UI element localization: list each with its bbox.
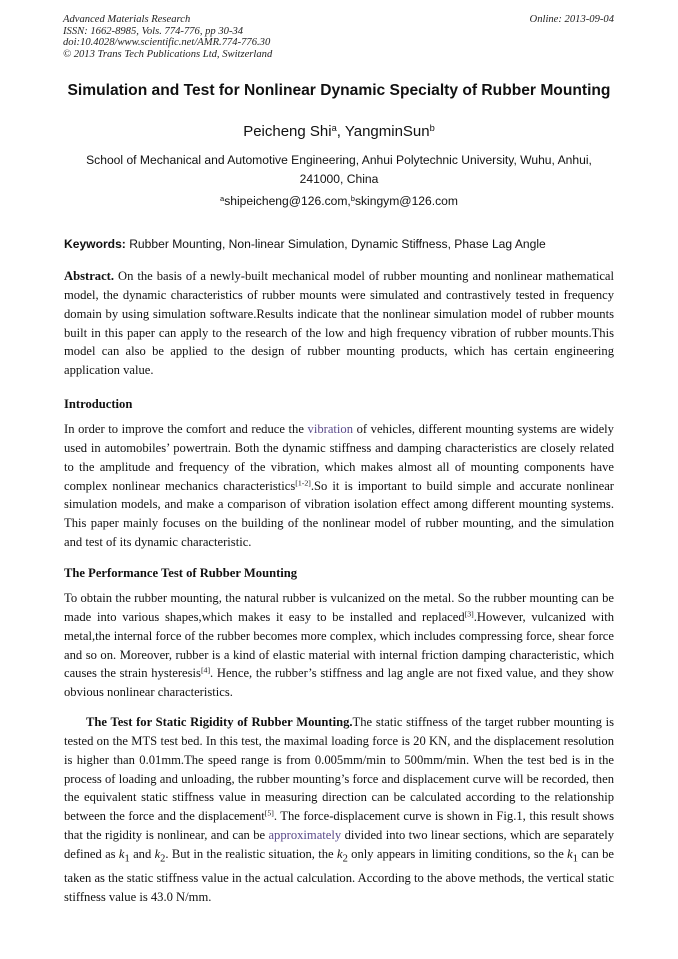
affiliation: School of Mechanical and Automotive Engineering, Anhui Polytechnic University, Wuhu, Anhui, 241000, China <box>86 153 592 186</box>
author-name: YangminSun <box>344 123 430 140</box>
symbol-subscript: 2 <box>160 853 166 865</box>
paper-title: Simulation and Test for Nonlinear Dynamic Specialty of Rubber Mounting <box>67 82 611 99</box>
journal-header <box>63 14 272 60</box>
author-affil-mark: b <box>429 122 435 133</box>
performance-heading: The Performance Test of Rubber Mounting <box>64 566 298 580</box>
email-mark: b <box>350 193 355 203</box>
body-text: and <box>129 846 155 861</box>
symbol-subscript: 1 <box>572 853 578 865</box>
keywords <box>64 236 616 252</box>
citation-ref[interactable]: [1-2] <box>295 478 311 488</box>
vibration-link[interactable]: vibration <box>307 422 353 436</box>
author-separator: , <box>336 123 345 140</box>
author-affil-mark: a <box>331 122 337 133</box>
abstract-text: On the basis of a newly-built mechanical model of rubber mounting and nonlinear mathematical model, the dynamic characteristics of rubber mounts were simulated and contrastively tested in frequency domain by using simulation software.Results indicate that the nonlinear simulation model of rubber mounts built in this paper can apply to the research of the low and high frequency vibration of rubber mounts.This model can also be applied to the design of rubber mounting products, which has certain engineering application value. <box>64 269 614 378</box>
performance-paragraph <box>64 589 614 702</box>
symbol-subscript: 2 <box>342 853 348 865</box>
introduction-heading: Introduction <box>64 397 133 411</box>
email-mark: a <box>220 193 225 203</box>
body-text: The static stiffness of the target rubber mounting is tested on the MTS test bed. In this test, the maximal loading force is 20 KN, and the displacement resolution is higher than 0.01mm.The speed range is from 0.005mm/min to 500mm/min. When the test bed is in the process of loading and unloading, the rubber mounting’s force and displacement curve will be recorded, then the equivalent static stiffness value in measuring direction can be calculated according to the relationship between the force and the displacement <box>64 715 614 824</box>
email-line <box>63 193 615 209</box>
body-text: .However, vulcanized with metal,the internal force of the rubber becomes more complex, which includes compressing force, shear force and so on. Moreover, rubber is a kind of elastic material with internal friction damping characteristic, which causes the strain hysteresis <box>64 609 614 681</box>
abstract <box>64 267 614 380</box>
body-text: can be taken as the static stiffness value in the actual calculation. According to the above methods, the vertical static stiffness value is 43.0 N/mm. <box>64 846 614 905</box>
body-text: .So it is important to build simple and accurate nonlinear simulation models, and make a comparison of vibration isolation effect among different mounting systems. This paper mainly focuses on the building of the nonlinear model of rubber mounting, and the simulation and test of its dynamic characteristic. <box>64 478 614 550</box>
body-text: In order to improve the comfort and reduce the <box>64 422 308 436</box>
journal-name: Advanced Materials Research <box>63 14 191 25</box>
body-text: of vehicles, different mounting systems are widely used in automobiles’ powertrain. Both the dynamic stiffness and damping characteristics are closely related to the amplitude and frequency of the vibration, which makes almost all of mounting components have complex nonlinear mechanics characteristics <box>64 422 614 493</box>
body-text: . Hence, the rubber’s stiffness and lag angle are not fixed value, and they show obvious nonlinear characteristics. <box>64 666 614 700</box>
keywords-label: Keywords: <box>64 237 126 251</box>
body-text: . But in the realistic situation, the <box>165 846 337 861</box>
online-date: Online: 2013-09-04 <box>529 14 614 25</box>
body-text: divided into two linear sections, which are separately defined as <box>64 828 614 861</box>
citation-ref[interactable]: [3] <box>464 609 474 619</box>
citation-ref[interactable]: [4] <box>200 666 211 676</box>
author-email[interactable]: shipeicheng@126.com, <box>224 194 351 208</box>
author-name: Peicheng Shi <box>243 123 332 140</box>
symbol-k: k <box>154 846 161 861</box>
copyright-line: © 2013 Trans Tech Publications Ltd, Switzerland <box>63 48 273 60</box>
symbol-k: k <box>118 846 125 861</box>
symbol-k: k <box>336 846 343 861</box>
introduction-paragraph <box>64 420 614 552</box>
body-text: only appears in limiting conditions, so the <box>347 846 568 861</box>
issn-line: ISSN: 1662-8985, Vols. 774-776, pp 30-34 <box>63 25 244 37</box>
approximately-link[interactable]: approximately <box>268 828 342 843</box>
keywords-text: Rubber Mounting, Non-linear Simulation, Dynamic Stiffness, Phase Lag Angle <box>125 237 546 251</box>
author-line <box>63 123 615 141</box>
symbol-k: k <box>567 846 573 861</box>
abstract-label: Abstract. <box>64 269 115 283</box>
static-rigidity-heading: The Test for Static Rigidity of Rubber Mounting. <box>86 715 353 729</box>
author-email[interactable]: skingym@126.com <box>354 194 458 208</box>
citation-ref[interactable]: [5] <box>264 808 274 818</box>
symbol-subscript: 1 <box>124 853 130 865</box>
static-rigidity-paragraph <box>64 713 614 907</box>
doi-line: doi:10.4028/www.scientific.net/AMR.774-776.30 <box>63 37 271 49</box>
body-text: . The force-displacement curve is shown in Fig.1, this result shows that the rigidity is nonlinear, and can be <box>64 809 614 843</box>
body-text: To obtain the rubber mounting, the natural rubber is vulcanized on the metal. So the rubber mounting can be made into various shapes,which makes it easy to be installed and replaced <box>64 591 614 624</box>
